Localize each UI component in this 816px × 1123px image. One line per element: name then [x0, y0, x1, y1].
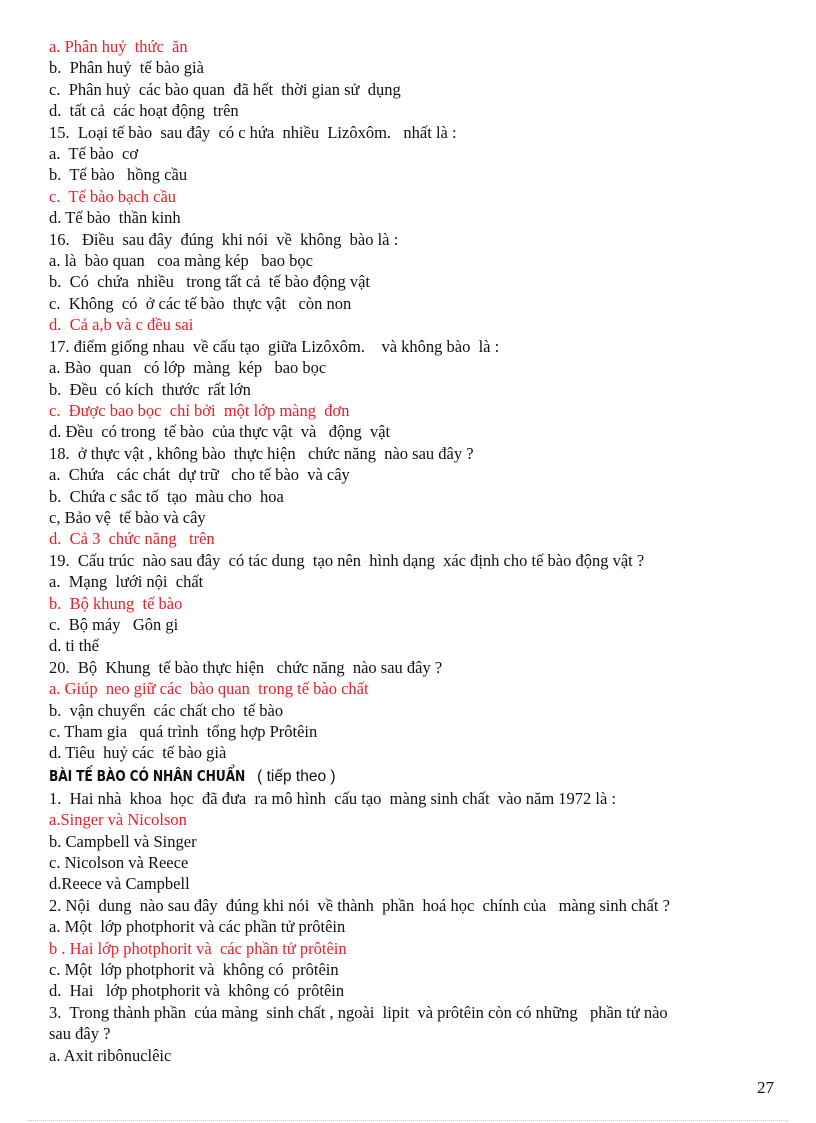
- text-line: a. Axit ribônuclêic: [49, 1045, 172, 1065]
- section-heading: [49, 764, 789, 788]
- answer-line: c. Tế bào bạch cầu: [49, 186, 177, 206]
- text-line: 15. Loại tế bào sau đây có c hứa nhiều Lizôxôm. nhất là :: [49, 122, 457, 142]
- section-heading-title: BÀI TẾ BÀO CÓ NHÂN CHUẨN: [49, 766, 246, 785]
- text-line: sau đây ?: [49, 1024, 111, 1044]
- text-line: c. Phân huỷ các bào quan đã hết thời gian sử dụng: [49, 79, 401, 99]
- footer-divider: [28, 1120, 788, 1121]
- text-line: c, Bảo vệ tế bào và cây: [49, 507, 206, 527]
- text-line: b. vận chuyển các chất cho tế bào: [49, 700, 284, 720]
- text-line: 3. Trong thành phần của màng sinh chất , ngoài lipit và prôtêin còn có những phần tử nào: [49, 1002, 668, 1022]
- text-line: 2. Nội dung nào sau đây đúng khi nói về thành phần hoá học chính của màng sinh chất ?: [49, 895, 670, 915]
- text-line: 17. điểm giống nhau về cấu tạo giữa Lizôxôm. và không bào là :: [49, 336, 500, 356]
- text-line: d. Đều có trong tế bào của thực vật và động vật: [49, 422, 391, 442]
- text-line: b. Có chứa nhiều trong tất cả tế bào động vật: [49, 272, 370, 292]
- text-line: a. Mạng lưới nội chất: [49, 572, 204, 592]
- text-line: 1. Hai nhà khoa học đã đưa ra mô hình cấu tạo màng sinh chất vào năm 1972 là :: [49, 788, 617, 808]
- answer-line: d. Cả 3 chức năng trên: [49, 529, 215, 549]
- text-line: 20. Bộ Khung tế bào thực hiện chức năng nào sau đây ?: [49, 657, 443, 677]
- text-line: d. Hai lớp photphorit và không có prôtêin: [49, 981, 345, 1001]
- text-line: d. ti thể: [49, 636, 99, 656]
- text-line: a. Bào quan có lớp màng kép bao bọc: [49, 358, 327, 378]
- text-line: b. Campbell và Singer: [49, 831, 197, 851]
- text-line: d. tất cả các hoạt động trên: [49, 101, 239, 121]
- text-line: a. Một lớp photphorit và các phần tử prôtêin: [49, 917, 346, 937]
- text-line: 18. ở thực vật , không bào thực hiện chức năng nào sau đây ?: [49, 443, 474, 463]
- answer-line: c. Được bao bọc chỉ bởi một lớp màng đơn: [49, 400, 350, 420]
- text-line: c. Không có ở các tế bào thực vật còn non: [49, 293, 352, 313]
- answer-line: b . Hai lớp photphorit và các phần tử prôtêin: [49, 938, 347, 958]
- answer-line: a. Giúp neo giữ các bào quan trong tế bào chất: [49, 679, 369, 699]
- document-body: [49, 36, 789, 1066]
- text-line: b. Đều có kích thước rất lớn: [49, 379, 251, 399]
- text-line: c. Một lớp photphorit và không có prôtêin: [49, 960, 339, 980]
- text-line: c. Bộ máy Gôn gi: [49, 614, 179, 634]
- text-line: b. Chứa c sắc tố tạo màu cho hoa: [49, 486, 284, 506]
- text-line: 19. Cấu trúc nào sau đây có tác dung tạo nên hình dạng xác định cho tế bào động vật ?: [49, 550, 645, 570]
- text-line: c. Tham gia quá trình tổng hợp Prôtêin: [49, 722, 318, 741]
- text-line: d. Tiêu huỷ các tế bào già: [49, 743, 227, 763]
- answer-line: a. Phân huỷ thức ăn: [49, 37, 188, 56]
- text-line: d.Reece và Campbell: [49, 874, 190, 894]
- text-line: d. Tế bào thần kinh: [49, 208, 181, 228]
- text-line: a. là bào quan coa màng kép bao bọc: [49, 251, 313, 271]
- text-line: a. Tế bào cơ: [49, 144, 139, 164]
- text-line: 16. Điều sau đây đúng khi nói về không bào là :: [49, 229, 399, 249]
- text-line: c. Nicolson và Reece: [49, 853, 189, 873]
- page-number: 27: [757, 1078, 774, 1097]
- text-line: b. Tế bào hồng cầu: [49, 165, 188, 185]
- text-line: a. Chứa các chát dự trữ cho tế bào và cây: [49, 465, 350, 485]
- answer-line: b. Bộ khung tế bào: [49, 593, 183, 613]
- answer-line: a.Singer và Nicolson: [49, 810, 187, 830]
- text-line: b. Phân huỷ tế bào già: [49, 58, 204, 78]
- section-heading-suffix: ( tiếp theo ): [257, 767, 336, 785]
- answer-line: d. Cả a,b và c đều sai: [49, 315, 194, 335]
